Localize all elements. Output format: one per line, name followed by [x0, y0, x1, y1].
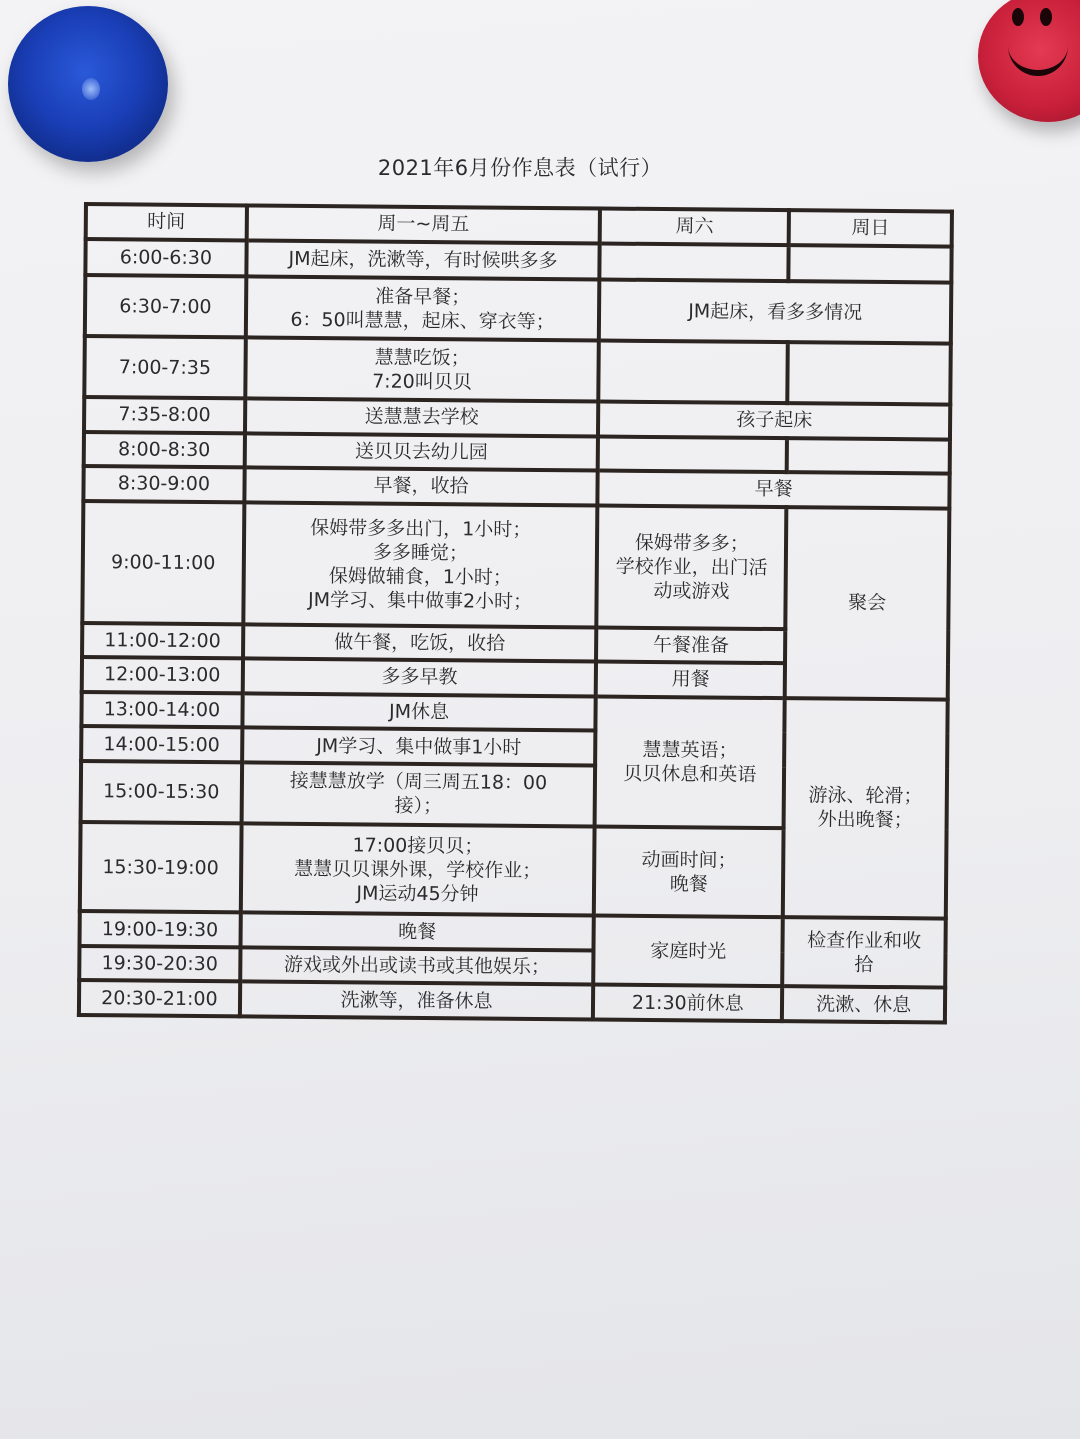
- cell-line: JM运动45分钟: [356, 881, 479, 905]
- schedule-table: [77, 202, 954, 1025]
- weekday-cell: [240, 982, 594, 1020]
- time-cell: 19:30-20:30: [79, 946, 240, 982]
- cell-line: 晚餐: [669, 872, 708, 895]
- cell-line: 慧慧英语；: [642, 738, 738, 762]
- weekday-cell: [240, 947, 594, 985]
- cell-line: 保姆做辅食，1小时；: [328, 564, 512, 589]
- header-time: 时间: [86, 204, 247, 240]
- cell-line: 多多早教: [381, 666, 458, 689]
- magnet-highlight: [82, 78, 100, 100]
- weekend-cell: [599, 280, 951, 344]
- saturday-cell: [594, 916, 783, 987]
- smiley-eye: [1040, 8, 1052, 26]
- weekday-cell: [240, 913, 594, 951]
- cell-line: JM休息: [389, 700, 450, 724]
- cell-line: JM起床，洗漱等，有时候哄多多: [288, 247, 558, 272]
- smiley-mouth: [1008, 30, 1068, 76]
- weekday-cell: [245, 338, 599, 402]
- header-saturday: 周六: [600, 209, 789, 245]
- cell-line: 多多睡觉；: [372, 541, 469, 565]
- cell-line: 保姆带多多出门，1小时；: [310, 516, 532, 541]
- cell-line: 午餐准备: [652, 633, 730, 657]
- sunday-cell: [783, 698, 948, 919]
- schedule-table-wrapper: [77, 202, 954, 1025]
- time-cell: 14:00-15:00: [81, 726, 242, 762]
- cell-line: 17:00接贝贝；: [352, 833, 484, 858]
- time-cell: 15:00-15:30: [81, 761, 242, 823]
- cell-line: 早餐: [754, 478, 793, 501]
- time-cell: 15:30-19:00: [80, 822, 242, 913]
- saturday-cell: [594, 826, 784, 917]
- table-row: [84, 336, 950, 405]
- sunday-cell: [785, 507, 949, 699]
- cell-line: 送慧慧去学校: [364, 405, 479, 429]
- time-cell: 8:00-8:30: [84, 432, 245, 468]
- header-sunday: 周日: [789, 210, 952, 246]
- time-cell: 19:00-19:30: [80, 911, 241, 947]
- time-cell: 6:00-6:30: [85, 239, 246, 277]
- cell-line: 学校作业，出门活: [615, 555, 768, 579]
- weekday-cell: [244, 433, 598, 471]
- cell-line: 慧慧吃饭；: [374, 346, 470, 369]
- weekday-cell: [246, 277, 600, 341]
- saturday-cell: [593, 985, 782, 1021]
- cell-line: 早餐，收拾: [373, 474, 469, 498]
- saturday-cell: [596, 662, 785, 698]
- cell-line: 做午餐，吃饭，收拾: [334, 631, 506, 655]
- time-cell: 20:30-21:00: [79, 980, 240, 1016]
- cell-line: JM学习、集中做事2小时；: [307, 588, 533, 613]
- saturday-cell-empty: [600, 243, 789, 281]
- cell-line: 动或游戏: [653, 579, 730, 603]
- cell-line: 慧慧贝贝课外课，学校作业；: [294, 857, 542, 882]
- sunday-cell: [782, 917, 945, 988]
- sunday-cell: [782, 986, 945, 1022]
- cell-line: 聚会: [848, 591, 887, 615]
- cell-line: 外出晚餐；: [817, 808, 913, 832]
- cell-line: 动画时间；: [641, 848, 737, 872]
- cell-line: 家庭时光: [650, 939, 727, 963]
- cell-line: 拾: [854, 953, 874, 976]
- time-cell: 12:00-13:00: [82, 657, 243, 693]
- weekday-cell: [242, 728, 596, 766]
- saturday-cell: [595, 696, 785, 828]
- table-row: [82, 501, 949, 631]
- cell-line: 用餐: [671, 668, 710, 691]
- weekday-cell: [243, 624, 597, 662]
- time-cell: 9:00-11:00: [82, 501, 244, 624]
- cell-line: 21:30前休息: [631, 991, 744, 1015]
- weekday-cell: [246, 240, 600, 280]
- weekday-cell: [241, 762, 595, 826]
- time-cell: 13:00-14:00: [81, 692, 242, 728]
- weekend-cell: [598, 471, 950, 509]
- weekday-cell: [243, 502, 598, 627]
- time-cell: 8:30-9:00: [83, 466, 244, 502]
- cell-line: 保姆带多多；: [634, 531, 749, 555]
- sunday-cell-empty: [789, 245, 952, 283]
- sunday-cell-empty: [787, 342, 950, 404]
- weekday-cell: [242, 693, 596, 731]
- sunday-cell-empty: [787, 438, 950, 474]
- cell-line: JM学习、集中做事1小时: [316, 734, 522, 759]
- saturday-cell: [596, 627, 785, 663]
- weekday-cell: [242, 659, 596, 697]
- weekend-cell: [598, 402, 950, 440]
- time-cell: 6:30-7:00: [85, 275, 246, 337]
- table-row: [85, 275, 951, 344]
- weekday-cell: [241, 823, 595, 916]
- cell-line: 洗漱、休息: [816, 993, 912, 1016]
- cell-line: 贝贝休息和英语: [623, 762, 757, 786]
- saturday-cell-empty: [599, 341, 788, 404]
- cell-line: 送贝贝去幼儿园: [354, 440, 488, 464]
- smiley-eye: [1012, 8, 1024, 26]
- cell-line: 接）；: [394, 795, 443, 818]
- cell-line: 洗漱等，准备休息: [340, 988, 493, 1013]
- header-weekday: 周一~周五: [246, 205, 600, 243]
- cell-line: 接慧慧放学（周三周五18：00: [289, 770, 548, 795]
- schedule-title: 2021年6月份作息表（试行）: [377, 156, 663, 180]
- time-cell: 11:00-12:00: [82, 623, 243, 659]
- cell-line: 7:20叫贝贝: [372, 370, 472, 393]
- saturday-cell: [597, 505, 787, 629]
- cell-line: 6：50叫慧慧，起床、穿衣等；: [290, 308, 555, 333]
- cell-line: 游戏或外出或读书或其他娱乐；: [283, 953, 550, 979]
- time-cell: 7:00-7:35: [84, 336, 245, 398]
- cell-line: JM起床，看多多情况: [688, 299, 863, 324]
- weekday-cell: [244, 468, 598, 506]
- saturday-cell-empty: [598, 436, 787, 472]
- table-row: [79, 980, 945, 1022]
- weekday-cell: [245, 398, 599, 436]
- cell-line: 准备早餐；: [375, 285, 471, 308]
- cell-line: 晚餐: [398, 920, 437, 943]
- cell-line: 孩子起床: [736, 409, 813, 432]
- time-cell: 7:35-8:00: [84, 397, 245, 433]
- cell-line: 检查作业和收: [807, 929, 922, 953]
- cell-line: 游泳、轮滑；: [808, 784, 923, 808]
- blue-magnet: [8, 6, 168, 162]
